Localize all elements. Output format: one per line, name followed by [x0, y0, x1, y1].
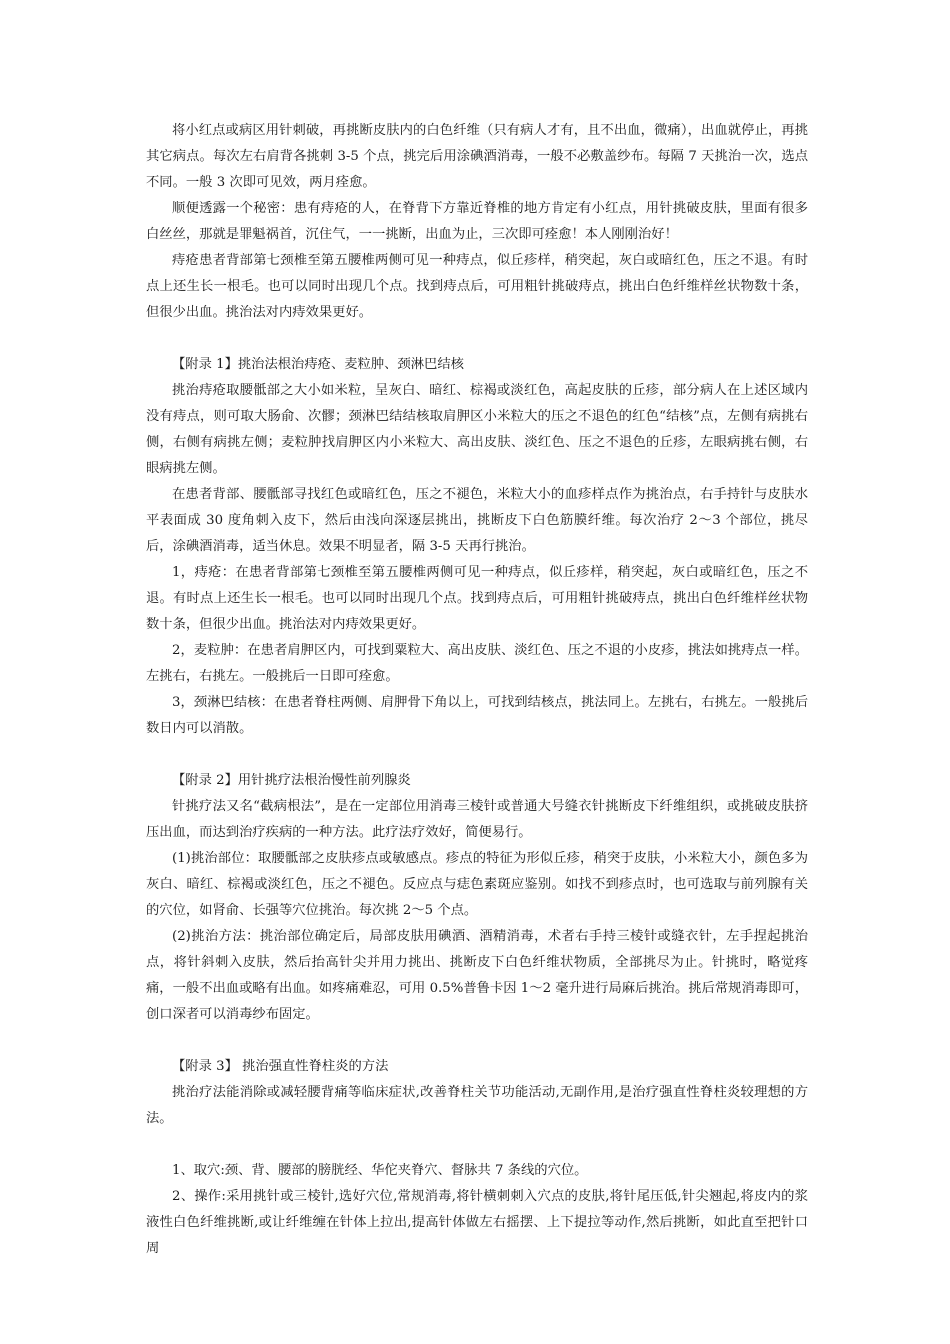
paragraph: 将小红点或病区用针刺破，再挑断皮肤内的白色纤维（只有病人才有，且不出血，微痛），出血就停止，再挑其它病点。每次左右肩背各挑刺 3-5 个点，挑完后用涂碘酒消毒，一般不必敷盖纱布。每隔 7 天挑治一次，选点不同。一般 3 次即可见效，两月痊愈。 — [146, 123, 808, 190]
paragraph: 1，痔疮：在患者背部第七颈椎至第五腰椎两侧可见一种痔点，似丘疹样，稍突起，灰白或暗红色，压之不退。有时点上还生长一根毛。也可以同时出现几个点。找到痔点后，可用粗针挑破痔点，挑出白色纤维样丝状物数十条，但很少出血。挑治法对内痔效果更好。 — [146, 565, 808, 632]
appendix-1-title: 【附录 1】挑治法根治痔疮、麦粒肿、颈淋巴结核 — [172, 357, 464, 372]
paragraph: 在患者背部、腰骶部寻找红色或暗红色，压之不褪色，米粒大小的血疹样点作为挑治点，右手持针与皮肤水平表面成 30 度角刺入皮下，然后由浅向深逐层挑出，挑断皮下白色筋膜纤维。每次治疗 2～3 个部位，挑尽后，涂碘酒消毒，适当休息。效果不明显者，隔 3-5 天再行挑治。 — [146, 487, 808, 554]
appendix-3-title: 【附录 3】 挑治强直性脊柱炎的方法 — [172, 1059, 389, 1074]
paragraph: 针挑疗法又名“截病根法”，是在一定部位用消毒三棱针或普通大号缝衣针挑断皮下纤维组织，或挑破皮肤挤压出血，而达到治疗疾病的一种方法。此疗法疗效好，简便易行。 — [146, 799, 808, 840]
document-page — [146, 118, 808, 1262]
list-item: 2、操作:采用挑针或三棱针,选好穴位,常规消毒,将针横刺刺入穴点的皮肤,将针尾压低,针尖翘起,将皮内的浆液性白色纤维挑断,或让纤维缠在针体上拉出,提高针体做左右摇摆、上下提拉等动作,然后挑断，如此直至把针口周 — [146, 1189, 808, 1256]
spacer — [146, 1132, 808, 1158]
paragraph: (1)挑治部位：取腰骶部之皮肤疹点或敏感点。疹点的特征为形似丘疹，稍突于皮肤，小米粒大小，颜色多为灰白、暗红、棕褐或淡红色，压之不褪色。反应点与痣色素斑应鉴别。如找不到疹点时，也可选取与前列腺有关的穴位，如肾俞、长强等穴位挑治。每次挑 2～5 个点。 — [146, 851, 808, 918]
paragraph: 痔疮患者背部第七颈椎至第五腰椎两侧可见一种痔点，似丘疹样，稍突起，灰白或暗红色，压之不退。有时点上还生长一根毛。也可以同时出现几个点。找到痔点后，可用粗针挑破痔点，挑出白色纤维样丝状物数十条，但很少出血。挑治法对内痔效果更好。 — [146, 253, 808, 320]
paragraph: 3，颈淋巴结核：在患者脊柱两侧、肩胛骨下角以上，可找到结核点，挑法同上。左挑右，右挑左。一般挑后数日内可以消散。 — [146, 695, 808, 736]
appendix-2-title: 【附录 2】用针挑疗法根治慢性前列腺炎 — [172, 773, 411, 788]
paragraph: 顺便透露一个秘密：患有痔疮的人，在脊背下方靠近脊椎的地方肯定有小红点，用针挑破皮肤，里面有很多白丝丝，那就是罪魁祸首，沉住气，一一挑断，出血为止，三次即可痊愈！本人刚刚治好！ — [146, 201, 808, 242]
paragraph: 挑治痔疮取腰骶部之大小如米粒，呈灰白、暗红、棕褐或淡红色，高起皮肤的丘疹，部分病人在上述区域内没有痔点，则可取大肠俞、次髎；颈淋巴结结核取肩胛区小米粒大的压之不退色的红色“结核”点，左侧有病挑右侧，右侧有病挑左侧；麦粒肿找肩胛区内小米粒大、高出皮肤、淡红色、压之不退色的丘疹，左眼病挑右侧，右眼病挑左侧。 — [146, 383, 808, 476]
paragraph: 挑治疗法能消除或减轻腰背痛等临床症状,改善脊柱关节功能活动,无副作用,是治疗强直性脊柱炎较理想的方法。 — [146, 1085, 808, 1126]
list-item: 1、取穴:颈、背、腰部的膀胱经、华佗夹脊穴、督脉共 7 条线的穴位。 — [172, 1163, 588, 1178]
paragraph: 2，麦粒肿：在患者肩胛区内，可找到粟粒大、高出皮肤、淡红色、压之不退的小皮疹，挑法如挑痔点一样。左挑右，右挑左。一般挑后一日即可痊愈。 — [146, 643, 808, 684]
paragraph: (2)挑治方法：挑治部位确定后，局部皮肤用碘酒、酒精消毒，术者右手持三棱针或缝衣针，左手捏起挑治点，将针斜刺入皮肤，然后抬高针尖并用力挑出、挑断皮下白色纤维状物质，全部挑尽为止。针挑时，略觉疼痛，一般不出血或略有出血。如疼痛难忍，可用 0.5%普鲁卡因 1～2 毫升进行局麻后挑治。挑后常规消毒即可，创口深者可以消毒纱布固定。 — [146, 929, 808, 1022]
